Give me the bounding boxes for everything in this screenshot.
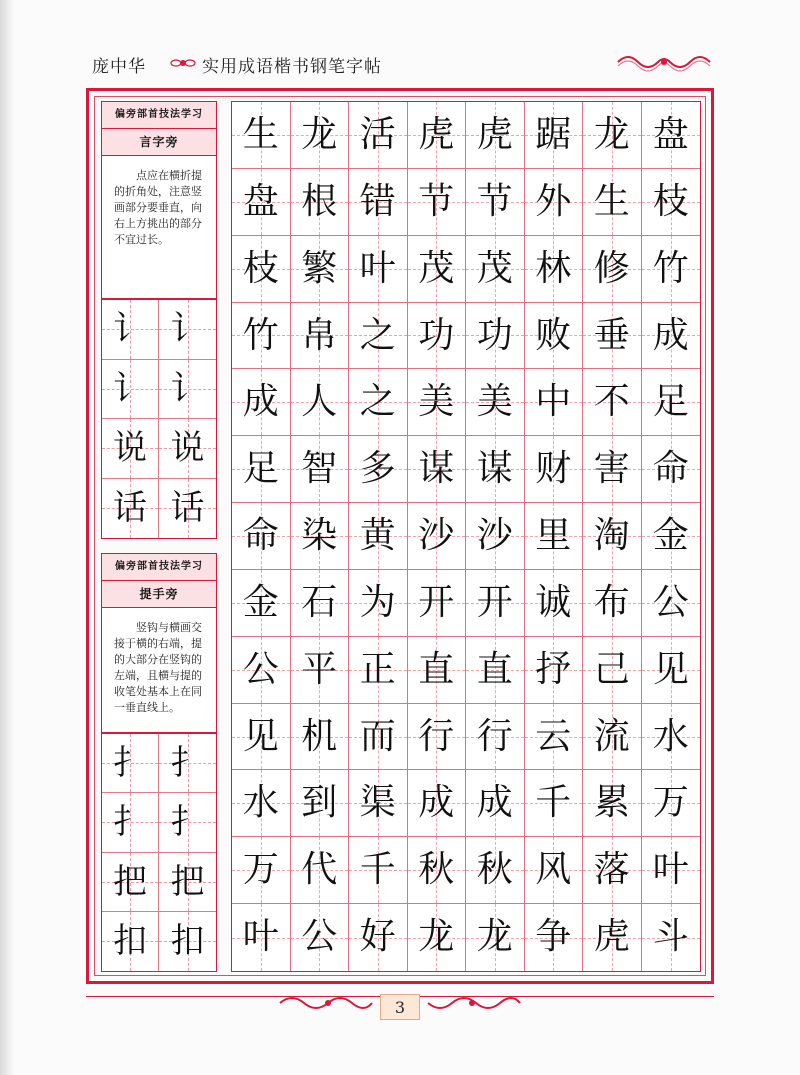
practice-cell: [159, 734, 216, 793]
grid-cell: [642, 637, 701, 704]
grid-cell: [583, 503, 642, 570]
grid-cell: [291, 436, 350, 503]
footer-ornament-left-icon: [278, 990, 374, 1016]
grid-character: 机: [301, 715, 338, 757]
practice-cell: [102, 793, 159, 852]
grid-cell: [642, 837, 701, 904]
grid-cell: [408, 303, 467, 370]
grid-cell: [642, 904, 701, 971]
grid-cell: [232, 770, 291, 837]
grid-cell: [525, 169, 584, 236]
header-title: 实用成语楷书钢笔字帖: [202, 57, 382, 77]
grid-character: 功: [418, 314, 455, 356]
grid-cell: [466, 570, 525, 637]
grid-character: 叶: [652, 849, 689, 891]
grid-character: 虎: [418, 114, 455, 155]
grid-character: 成: [418, 782, 455, 824]
radical-info-hand: [101, 553, 217, 733]
grid-cell: [232, 503, 291, 570]
grid-character: 成: [476, 782, 513, 824]
grid-cell: [583, 303, 642, 370]
grid-cell: [408, 637, 467, 704]
grid-character: 直: [418, 648, 455, 690]
grid-character: 人: [301, 381, 338, 423]
grid-cell: [232, 436, 291, 503]
grid-cell: [291, 704, 350, 771]
grid-character: 生: [593, 180, 630, 222]
grid-cell: [466, 637, 525, 704]
grid-cell: [408, 904, 467, 971]
grid-cell: [291, 169, 350, 236]
grid-character: 云: [535, 715, 572, 757]
practice-cell: [102, 479, 159, 539]
practice-character: 讠: [113, 309, 147, 349]
grid-character: 而: [359, 715, 396, 757]
grid-character: 足: [652, 381, 689, 423]
grid-cell: [291, 570, 350, 637]
practice-character: 扌: [170, 802, 205, 843]
section-caption: 偏旁部首技法学习: [102, 102, 216, 129]
grid-character: 帛: [301, 314, 338, 356]
grid-character: 竹: [652, 247, 689, 289]
grid-character: 里: [535, 515, 572, 557]
grid-character: 万: [652, 782, 689, 824]
practice-character: 扣: [113, 920, 147, 961]
grid-character: 谋: [418, 448, 455, 490]
grid-cell: [466, 704, 525, 771]
grid-cell: [525, 704, 584, 771]
grid-character: 平: [301, 648, 338, 690]
grid-character: 水: [652, 715, 689, 757]
grid-character: 斗: [652, 916, 689, 958]
grid-character: 美: [418, 381, 455, 423]
practice-cell: [159, 300, 216, 360]
practice-cell: [102, 300, 159, 360]
grid-cell: [408, 503, 467, 570]
grid-cell: [291, 837, 350, 904]
grid-cell: [466, 236, 525, 303]
grid-cell: [642, 570, 701, 637]
grid-character: 为: [359, 581, 396, 623]
grid-character: 根: [301, 180, 338, 222]
grid-cell: [349, 837, 408, 904]
grid-character: 智: [301, 448, 338, 490]
grid-character: 成: [652, 314, 689, 356]
grid-cell: [349, 503, 408, 570]
grid-character: 千: [359, 849, 396, 891]
grid-cell: [408, 704, 467, 771]
grid-cell: [642, 303, 701, 370]
grid-cell: [466, 169, 525, 236]
grid-cell: [583, 904, 642, 971]
grid-character: 到: [301, 782, 338, 824]
grid-character: 茂: [418, 247, 455, 289]
grid-cell: [466, 770, 525, 837]
grid-character: 争: [535, 916, 572, 958]
grid-cell: [642, 770, 701, 837]
grid-cell: [408, 369, 467, 436]
grid-character: 之: [359, 314, 396, 356]
grid-cell: [642, 436, 701, 503]
grid-character: 公: [242, 648, 279, 690]
header-ornament-icon: [616, 50, 712, 74]
grid-cell: [349, 369, 408, 436]
grid-character: 败: [535, 314, 572, 356]
grid-character: 谋: [476, 448, 513, 490]
practice-cell: [102, 734, 159, 793]
grid-cell: [583, 236, 642, 303]
practice-character: 把: [170, 861, 205, 902]
grid-cell: [349, 236, 408, 303]
practice-character: 讠: [170, 368, 205, 409]
grid-cell: [525, 837, 584, 904]
grid-character: 见: [652, 648, 689, 690]
grid-character: 龙: [418, 916, 455, 958]
grid-cell: [349, 904, 408, 971]
grid-cell: [349, 303, 408, 370]
grid-cell: [291, 904, 350, 971]
grid-character: 千: [535, 782, 572, 824]
grid-character: 足: [242, 448, 279, 490]
grid-character: 秋: [476, 849, 513, 891]
flower-icon: [170, 54, 196, 72]
grid-character: 生: [242, 114, 279, 155]
grid-cell: [232, 369, 291, 436]
grid-cell: [232, 904, 291, 971]
practice-cell: [102, 419, 159, 479]
grid-character: 林: [535, 247, 572, 289]
grid-cell: [642, 369, 701, 436]
grid-character: 万: [242, 849, 279, 891]
practice-cell: [102, 360, 159, 420]
grid-character: 龙: [476, 916, 513, 958]
practice-character: 说: [170, 428, 205, 468]
grid-cell: [525, 303, 584, 370]
practice-character: 扌: [113, 743, 147, 783]
grid-cell: [583, 102, 642, 169]
grid-cell: [525, 503, 584, 570]
grid-cell: [408, 102, 467, 169]
grid-cell: [349, 102, 408, 169]
grid-character: 命: [652, 448, 689, 490]
grid-cell: [466, 503, 525, 570]
grid-cell: [408, 169, 467, 236]
grid-cell: [466, 303, 525, 370]
grid-character: 踞: [535, 114, 572, 155]
grid-cell: [232, 102, 291, 169]
grid-character: 错: [359, 180, 396, 222]
grid-cell: [349, 169, 408, 236]
radical-info-speech: [101, 101, 217, 299]
radical-description: 点应在横折提的折角处，注意竖画部分要垂直，向右上方挑出的部分不宜过长。: [114, 169, 202, 246]
grid-character: 代: [301, 849, 338, 891]
grid-character: 石: [301, 581, 338, 623]
grid-cell: [583, 837, 642, 904]
grid-character: 秋: [418, 849, 455, 891]
grid-character: 枝: [242, 247, 279, 289]
grid-cell: [408, 770, 467, 837]
grid-cell: [525, 770, 584, 837]
grid-character: 开: [476, 581, 513, 623]
page-header: [92, 48, 712, 82]
grid-cell: [349, 436, 408, 503]
practice-character: 扌: [113, 802, 147, 843]
grid-cell: [291, 637, 350, 704]
practice-grid-speech: [101, 299, 217, 539]
grid-cell: [583, 570, 642, 637]
grid-character: 行: [476, 715, 513, 757]
section-caption: 偏旁部首技法学习: [102, 554, 216, 581]
grid-cell: [349, 770, 408, 837]
grid-cell: [642, 503, 701, 570]
grid-character: 直: [476, 648, 513, 690]
grid-cell: [232, 570, 291, 637]
practice-cell: [159, 853, 216, 912]
grid-character: 修: [593, 247, 630, 289]
grid-cell: [408, 236, 467, 303]
practice-character: 讠: [113, 368, 147, 409]
radical-sidebar: [101, 101, 217, 972]
practice-cell: [159, 419, 216, 479]
grid-character: 开: [418, 581, 455, 623]
character-grid: [231, 101, 701, 972]
grid-character: 不: [593, 381, 630, 423]
radical-name: 提手旁: [102, 581, 216, 608]
grid-cell: [291, 770, 350, 837]
grid-character: 金: [242, 581, 279, 623]
grid-cell: [232, 169, 291, 236]
grid-character: 落: [593, 849, 630, 891]
grid-cell: [466, 904, 525, 971]
grid-character: 垂: [593, 314, 630, 356]
grid-cell: [642, 704, 701, 771]
grid-cell: [525, 436, 584, 503]
practice-character: 扣: [170, 920, 205, 961]
grid-cell: [583, 169, 642, 236]
grid-character: 成: [242, 381, 279, 423]
grid-character: 累: [593, 782, 630, 824]
grid-cell: [291, 236, 350, 303]
grid-character: 公: [301, 916, 338, 958]
grid-character: 命: [242, 515, 279, 557]
grid-character: 盘: [652, 114, 689, 155]
grid-cell: [408, 570, 467, 637]
grid-character: 害: [593, 448, 630, 490]
grid-character: 正: [359, 648, 396, 690]
grid-cell: [232, 837, 291, 904]
grid-character: 龙: [301, 114, 338, 155]
practice-grid-hand: [101, 733, 217, 972]
practice-character: 说: [113, 428, 147, 468]
practice-cell: [159, 360, 216, 420]
grid-cell: [232, 236, 291, 303]
practice-character: 把: [113, 861, 147, 902]
grid-cell: [291, 503, 350, 570]
grid-cell: [291, 102, 350, 169]
grid-cell: [583, 770, 642, 837]
grid-cell: [466, 369, 525, 436]
grid-character: 淘: [593, 515, 630, 557]
practice-character: 话: [170, 487, 205, 528]
grid-character: 枝: [652, 180, 689, 222]
grid-character: 多: [359, 448, 396, 490]
grid-cell: [291, 369, 350, 436]
grid-character: 竹: [242, 314, 279, 356]
practice-cell: [159, 793, 216, 852]
grid-character: 行: [418, 715, 455, 757]
grid-cell: [232, 637, 291, 704]
grid-character: 功: [476, 314, 513, 356]
header-author: 庞中华: [92, 57, 146, 77]
grid-character: 节: [476, 180, 513, 222]
grid-character: 己: [593, 648, 630, 690]
practice-cell: [102, 912, 159, 971]
grid-cell: [466, 837, 525, 904]
grid-character: 节: [418, 180, 455, 222]
grid-cell: [349, 570, 408, 637]
grid-character: 虎: [476, 114, 513, 155]
grid-character: 活: [359, 114, 396, 155]
grid-cell: [525, 637, 584, 704]
grid-character: 之: [359, 381, 396, 423]
radical-description: 竖钩与横画交接于横的右端，提的大部分在竖钩的左端，且横与提的收笔处基本上在同一垂直线上。: [114, 621, 202, 714]
grid-character: 沙: [476, 515, 513, 557]
grid-character: 黄: [359, 515, 396, 557]
grid-cell: [349, 704, 408, 771]
grid-character: 外: [535, 180, 572, 222]
grid-character: 繁: [301, 247, 338, 289]
grid-cell: [583, 436, 642, 503]
grid-cell: [408, 837, 467, 904]
grid-character: 布: [593, 581, 630, 623]
grid-cell: [583, 637, 642, 704]
grid-character: 好: [359, 916, 396, 958]
practice-cell: [102, 853, 159, 912]
grid-cell: [349, 637, 408, 704]
grid-character: 水: [242, 782, 279, 824]
page-number: 3: [380, 994, 420, 1020]
practice-cell: [159, 912, 216, 971]
grid-cell: [642, 169, 701, 236]
grid-character: 盘: [242, 180, 279, 222]
grid-character: 叶: [359, 247, 396, 289]
grid-character: 叶: [242, 916, 279, 958]
grid-character: 茂: [476, 247, 513, 289]
grid-character: 诚: [535, 581, 572, 623]
grid-cell: [525, 570, 584, 637]
grid-cell: [642, 236, 701, 303]
grid-cell: [466, 102, 525, 169]
grid-cell: [525, 236, 584, 303]
binding-shadow: [0, 0, 14, 1075]
grid-cell: [232, 303, 291, 370]
grid-character: 风: [535, 849, 572, 891]
radical-name: 言字旁: [102, 129, 216, 156]
practice-character: 扌: [170, 743, 205, 783]
grid-cell: [525, 369, 584, 436]
grid-cell: [642, 102, 701, 169]
grid-character: 中: [535, 381, 572, 423]
grid-character: 抒: [535, 648, 572, 690]
practice-character: 话: [113, 487, 147, 528]
grid-cell: [525, 102, 584, 169]
grid-character: 虎: [593, 916, 630, 958]
grid-cell: [232, 704, 291, 771]
grid-cell: [291, 303, 350, 370]
grid-character: 见: [242, 715, 279, 757]
grid-character: 渠: [359, 782, 396, 824]
practice-character: 讠: [170, 309, 205, 349]
grid-cell: [466, 436, 525, 503]
grid-cell: [408, 436, 467, 503]
grid-character: 流: [593, 715, 630, 757]
grid-cell: [583, 704, 642, 771]
grid-character: 公: [652, 581, 689, 623]
grid-character: 染: [301, 515, 338, 557]
grid-character: 龙: [593, 114, 630, 155]
grid-cell: [583, 369, 642, 436]
practice-cell: [159, 479, 216, 539]
grid-character: 财: [535, 448, 572, 490]
grid-character: 美: [476, 381, 513, 423]
grid-character: 沙: [418, 515, 455, 557]
footer-ornament-right-icon: [426, 990, 522, 1016]
grid-character: 金: [652, 515, 689, 557]
grid-cell: [525, 904, 584, 971]
